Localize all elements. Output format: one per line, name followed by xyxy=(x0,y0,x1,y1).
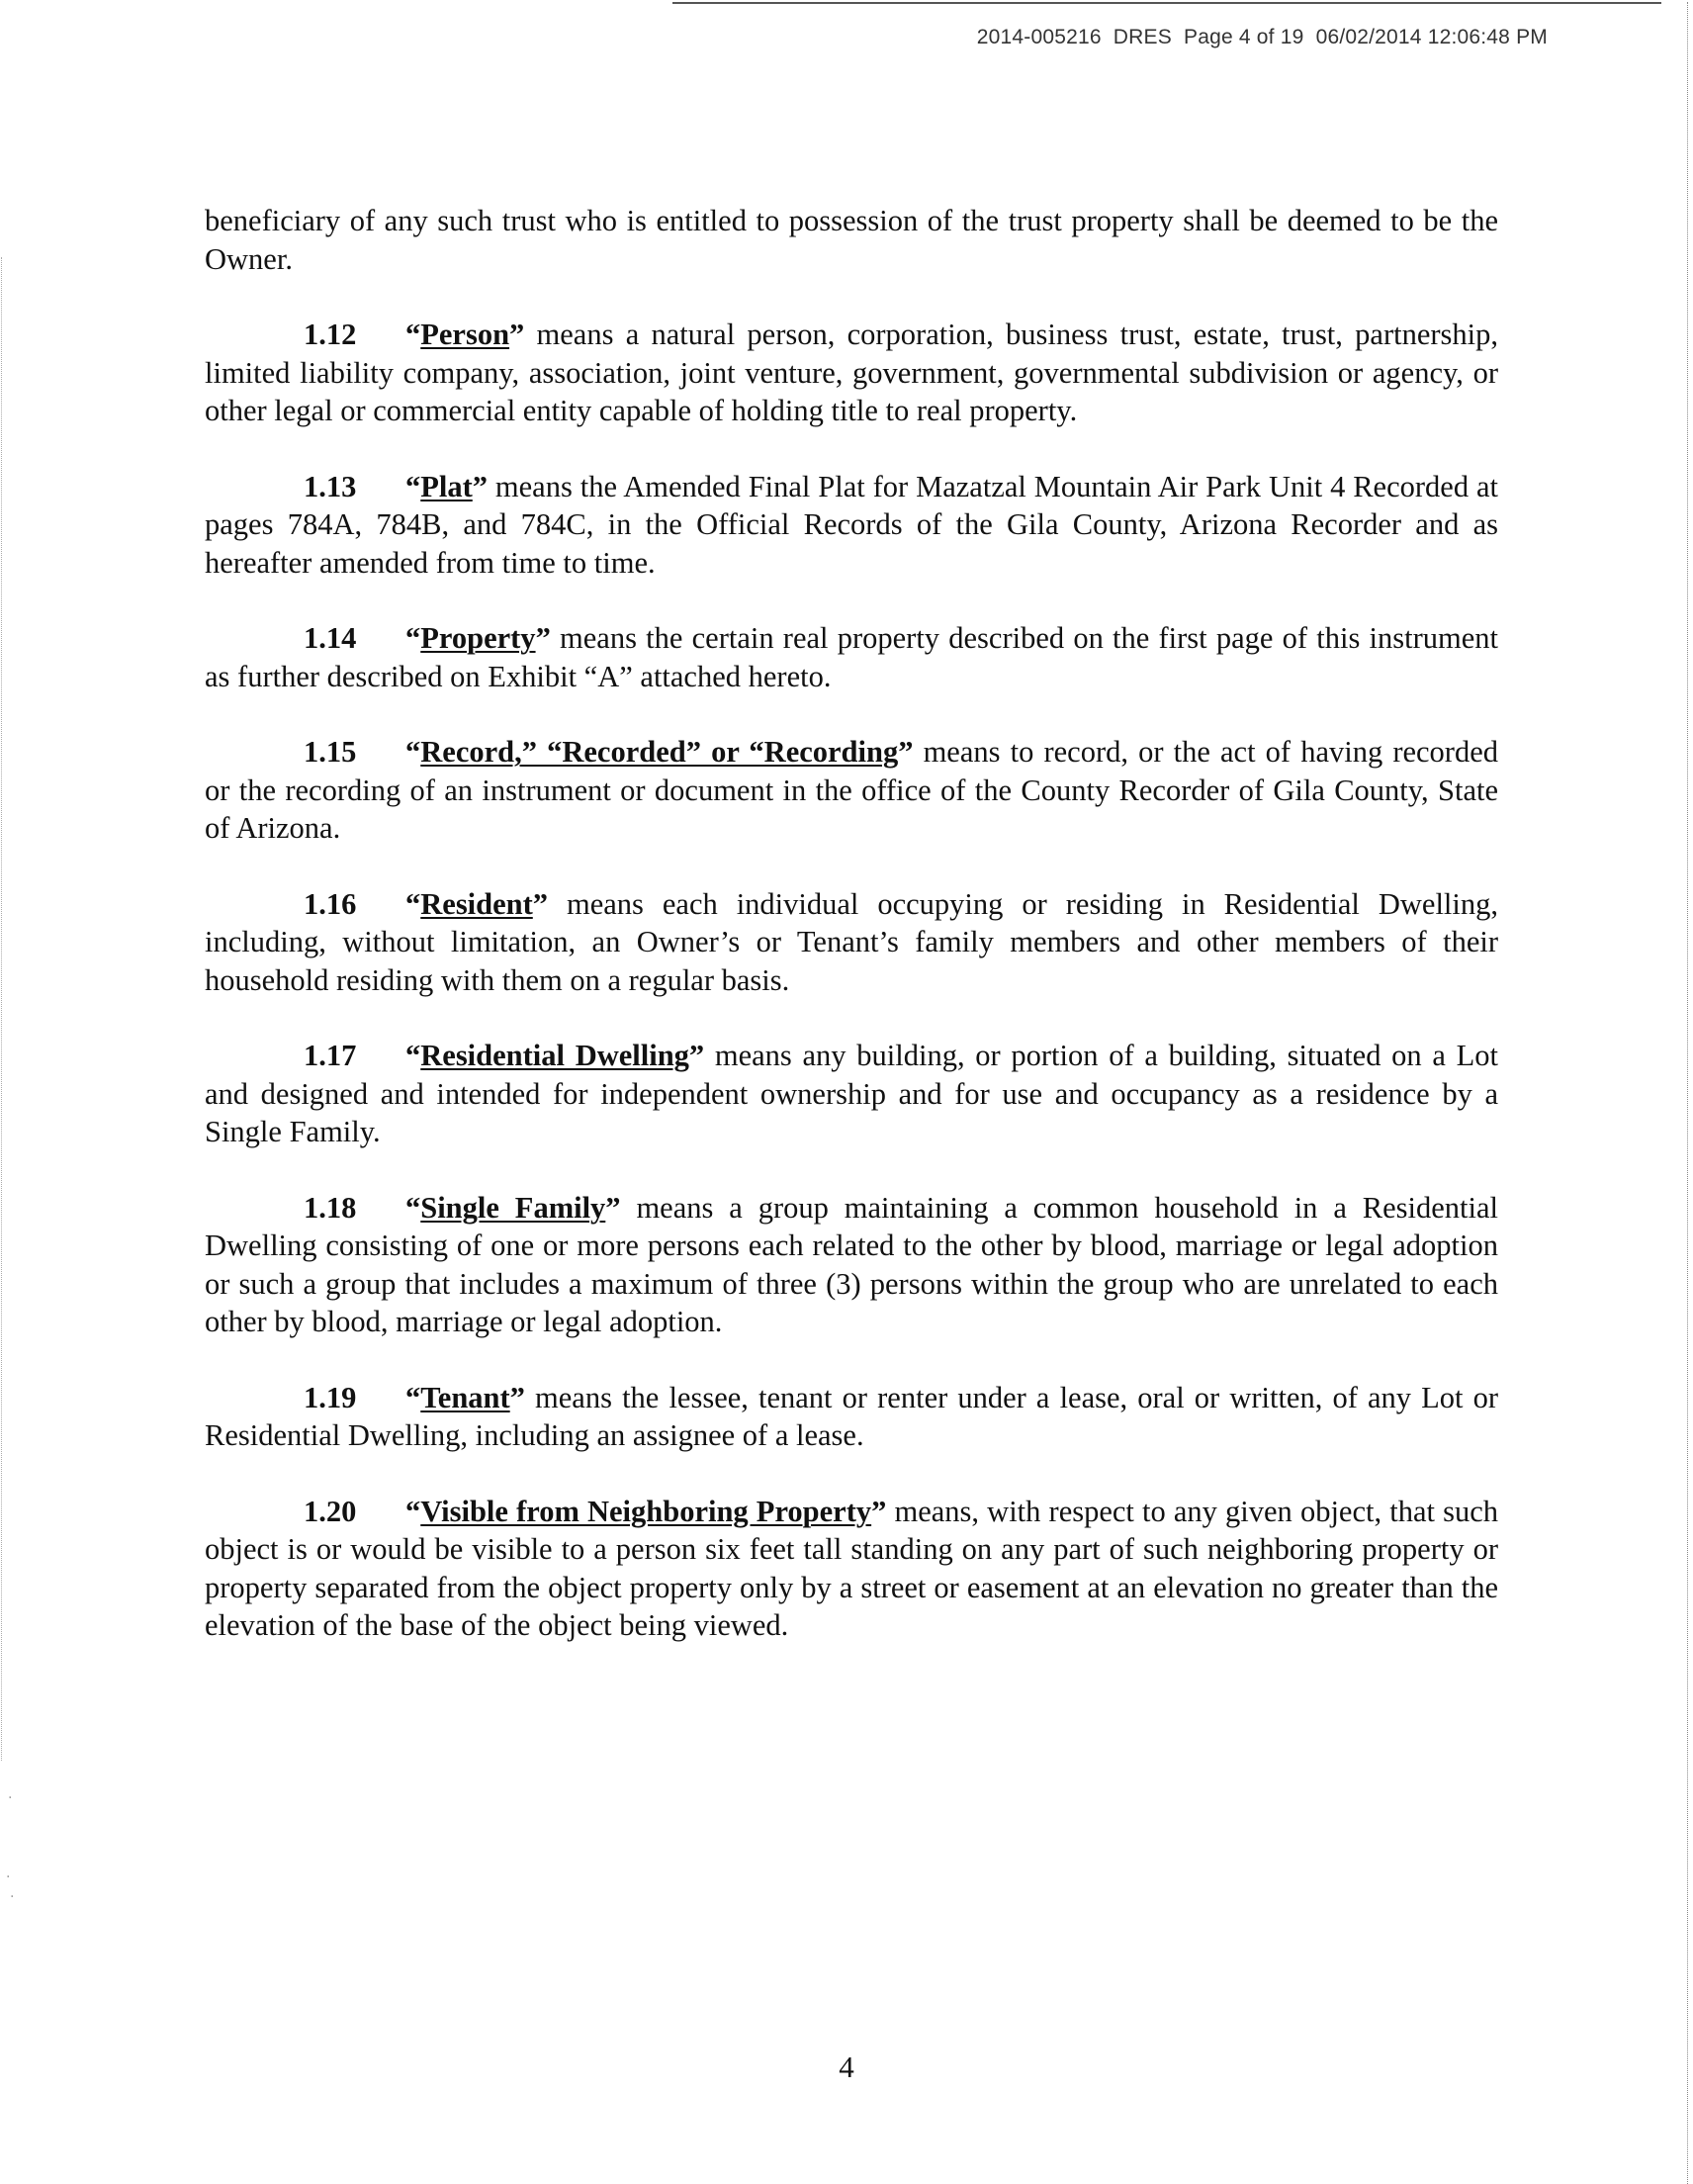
definition-text: means a group maintaining a common household in a Residential Dwelling consisting of one or more persons each related to the other by blood, marriage or legal adoption or such a group that includes a maximum of three (3) persons within the group who are unrelated to each other by blood, marriage or legal adoption. xyxy=(205,1190,1498,1338)
scan-artifact: · xyxy=(6,1869,11,1885)
scan-right-border xyxy=(1687,2,1688,2184)
section-number: 1.16 xyxy=(304,886,357,921)
section-number: 1.17 xyxy=(304,1039,357,1072)
definition-text: means each individual occupying or residing in Residential Dwelling, including, without limitation, an Owner’s or Tenant’s family members and other members of their household residing with them on a regular basis. xyxy=(205,886,1498,997)
definition-1-13 xyxy=(205,468,1498,583)
scan-artifact: · xyxy=(10,1889,15,1905)
definition-text: means any building, or portion of a building, situated on a Lot and designed and intended for independent ownership and for use and occupancy as a residence by a Single Family. xyxy=(205,1039,1499,1148)
defined-term: “Single Family” xyxy=(405,1190,621,1225)
defined-term: “Plat” xyxy=(405,469,489,503)
document-body xyxy=(205,202,1498,1645)
defined-term: “Residential Dwelling” xyxy=(405,1039,705,1072)
definition-text: means the certain real property described on the first page of this instrument as further described on Exhibit “A” attached hereto. xyxy=(205,621,1498,693)
scan-artifact: · xyxy=(8,1790,13,1806)
continued-paragraph: beneficiary of any such trust who is entitled to possession of the trust property shall be deemed to be the Owner. xyxy=(205,204,1498,276)
page-number: 4 xyxy=(839,2049,854,2084)
defined-term: “Record,” “Recorded” or “Recording” xyxy=(405,735,914,769)
defined-term: “Property” xyxy=(405,621,551,655)
section-number: 1.14 xyxy=(304,621,357,655)
definition-1-15 xyxy=(205,733,1498,848)
scan-top-border xyxy=(672,2,1661,4)
defined-term: “Person” xyxy=(405,318,525,351)
section-number: 1.13 xyxy=(304,469,357,503)
section-number: 1.19 xyxy=(304,1380,357,1414)
definition-text: means the Amended Final Plat for Mazatzal Mountain Air Park Unit 4 Recorded at pages 784A, 784B, and 784C, in the Official Records of the Gila County, Arizona Recorder and as hereafter amended from time to time. xyxy=(205,469,1498,580)
recording-stamp: 2014-005216 DRES Page 4 of 19 06/02/2014 12:06:48 PM xyxy=(976,26,1548,48)
definition-text: means a natural person, corporation, business trust, estate, trust, partnership, limited liability company, association, joint venture, government, governmental subdivision or agency, or other legal or commercial entity capable of holding title to real property. xyxy=(205,318,1498,427)
definition-1-18 xyxy=(205,1189,1498,1341)
section-number: 1.20 xyxy=(304,1494,357,1528)
defined-term: “Resident” xyxy=(405,886,549,921)
scan-left-border xyxy=(1,257,2,1761)
definition-1-20 xyxy=(205,1493,1498,1645)
defined-term: “Tenant” xyxy=(405,1380,525,1414)
definition-1-16 xyxy=(205,885,1498,1000)
section-number: 1.15 xyxy=(304,735,357,769)
definition-1-12 xyxy=(205,316,1498,430)
definition-text: means the lessee, tenant or renter under a lease, oral or written, of any Lot or Residential Dwelling, including an assignee of a lease. xyxy=(205,1380,1498,1452)
definition-text: means, with respect to any given object, that such object is or would be visible to a person six feet tall standing on any part of such neighboring property or property separated from the object property only by a street or easement at an elevation no greater than the elevation of the base of the object being viewed. xyxy=(205,1494,1498,1642)
section-number: 1.12 xyxy=(304,318,357,351)
definition-1-19 xyxy=(205,1379,1498,1455)
definition-1-14 xyxy=(205,619,1498,695)
definition-1-17 xyxy=(205,1037,1498,1151)
defined-term: “Visible from Neighboring Property” xyxy=(405,1494,887,1528)
section-number: 1.18 xyxy=(304,1190,357,1225)
definition-text: means to record, or the act of having recorded or the recording of an instrument or document in the office of the County Recorder of Gila County, State of Arizona. xyxy=(205,735,1499,845)
